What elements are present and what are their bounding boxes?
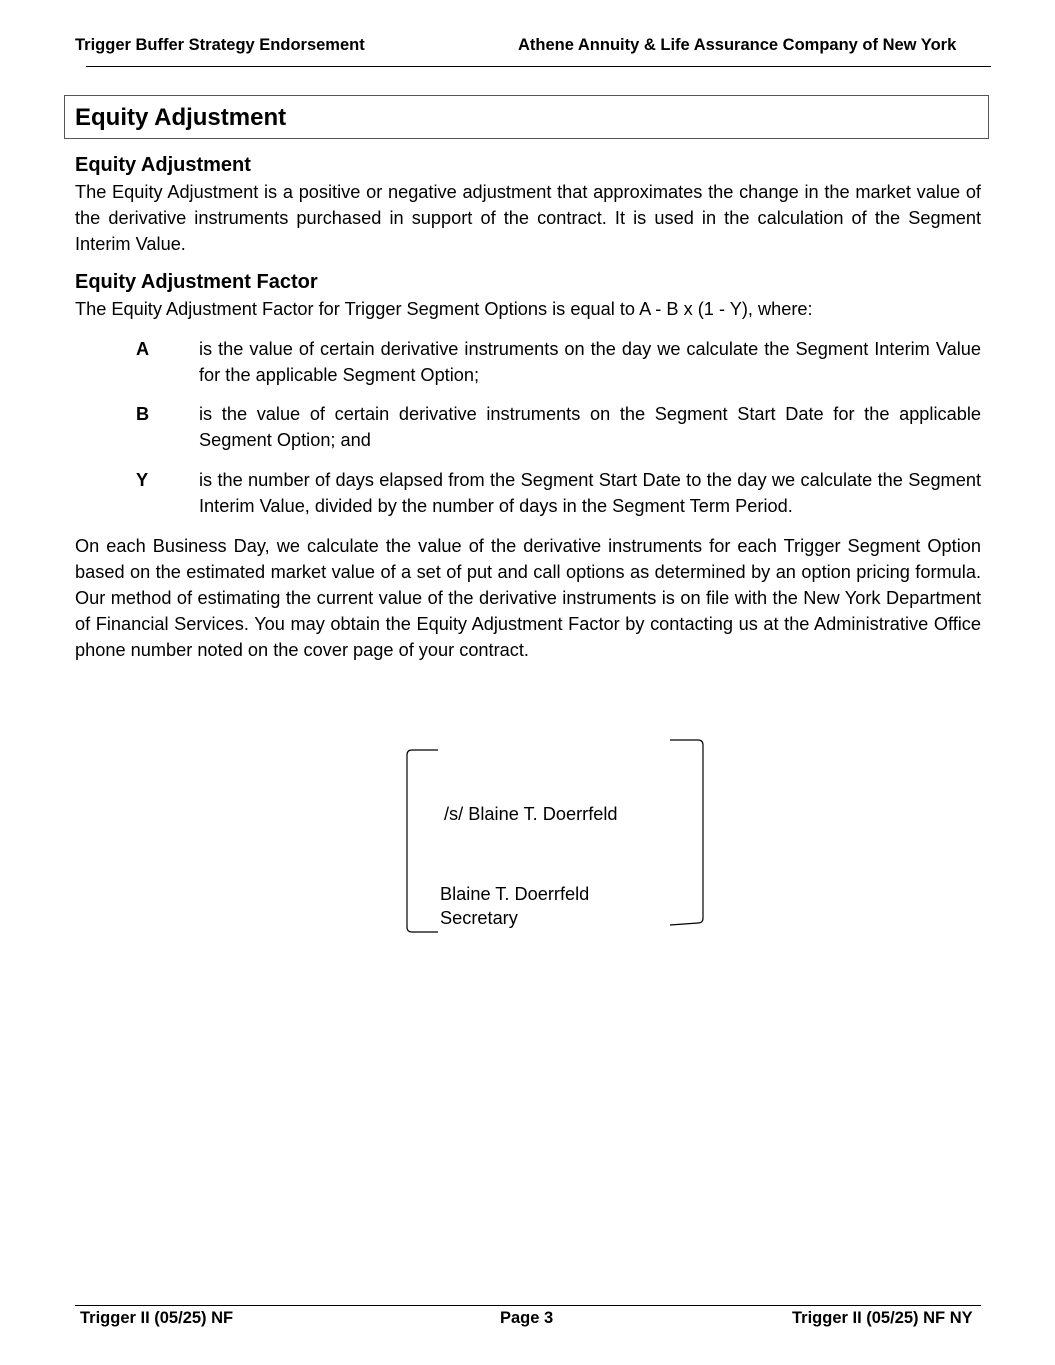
definition-text: is the value of certain derivative instruments on the Segment Start Date for the applicable Segment Option; and xyxy=(199,404,981,450)
header-divider xyxy=(86,66,991,67)
signatory-name: Blaine T. Doerrfeld xyxy=(440,884,590,904)
equity-adjustment-factor-heading: Equity Adjustment Factor xyxy=(75,271,318,293)
equity-adjustment-heading: Equity Adjustment xyxy=(75,154,251,176)
equity-adjustment-body: The Equity Adjustment is a positive or negative adjustment that approximates the change in the market value of the derivative instruments purchased in support of the contract. It is used in the calculation of the Segment Interim Value. xyxy=(75,182,981,254)
definition-term: B xyxy=(136,404,150,424)
footer-form-number: Trigger II (05/25) NF xyxy=(80,1309,234,1327)
definition-text: is the number of days elapsed from the Segment Start Date to the day we calculate the Segment Interim Value, divided by the number of days in the Segment Term Period. xyxy=(199,470,981,516)
signatory-title: Secretary xyxy=(440,908,518,928)
definition-term: A xyxy=(136,339,150,359)
section-title-box xyxy=(64,95,989,139)
equity-adjustment-closing: On each Business Day, we calculate the value of the derivative instruments for each Trigger Segment Option based on the estimated market value of a set of put and call options as determined by an option pricing formula. Our method of estimating the current value of the derivative instruments is on file with the New York Department of Financial Services. You may obtain the Equity Adjustment Factor by contacting us at the Administrative Office phone number noted on the cover page of your contract. xyxy=(75,536,981,660)
definition-term: Y xyxy=(136,470,149,490)
definition-text: is the value of certain derivative instruments on the day we calculate the Segment Interim Value for the applicable Segment Option; xyxy=(199,339,981,385)
header-form-title: Trigger Buffer Strategy Endorsement xyxy=(75,36,365,54)
footer-state-form-number: Trigger II (05/25) NF NY xyxy=(792,1309,973,1327)
header-company-name: Athene Annuity & Life Assurance Company of New York xyxy=(518,36,957,54)
equity-adjustment-factor-intro: The Equity Adjustment Factor for Trigger Segment Options is equal to A - B x (1 - Y), where: xyxy=(75,299,813,319)
section-title: Equity Adjustment xyxy=(75,104,287,131)
footer-divider xyxy=(75,1305,981,1306)
signature-line: /s/ Blaine T. Doerrfeld xyxy=(444,804,618,824)
footer-page-number: Page 3 xyxy=(500,1309,554,1327)
